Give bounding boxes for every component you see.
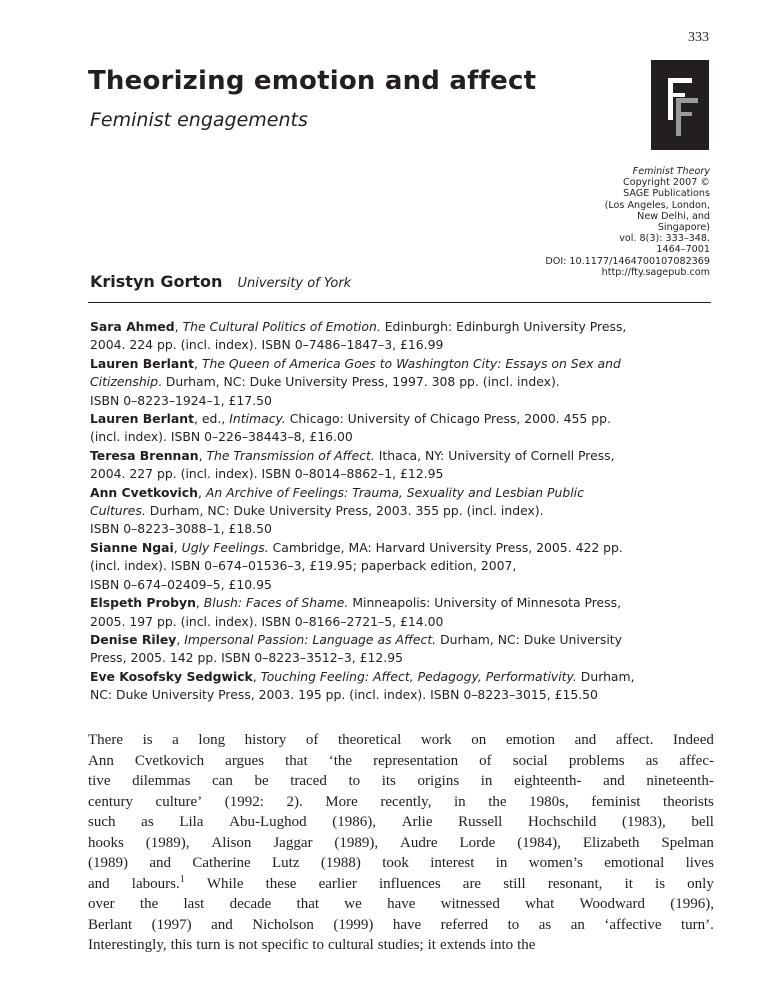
publisher-place: New Delhi, and xyxy=(637,210,710,222)
copyright: Copyright 2007 © xyxy=(623,177,710,189)
book-title: Touching Feeling: Affect, Pedagogy, Performativity. xyxy=(260,668,577,684)
book-title: An Archive of Feelings: Trauma, Sexuality and Lesbian Public xyxy=(205,484,584,500)
author-line xyxy=(90,272,351,291)
book-entry-line: (incl. index). ISBN 0–226–38443–8, £16.00 xyxy=(90,429,353,445)
book-entry-line: Sara Ahmed, The Cultural Politics of Emotion. Edinburgh: Edinburgh University Press, xyxy=(90,319,627,334)
book-entry-line: NC: Duke University Press, 2003. 195 pp. (incl. index). ISBN 0–8223–3015, £15.50 xyxy=(90,687,598,703)
publisher-place: (Los Angeles, London, xyxy=(604,199,710,211)
journal-url[interactable]: http://fty.sagepub.com xyxy=(601,266,710,278)
book-entry-line: Teresa Brennan, The Transmission of Affect. Ithaca, NY: University of Cornell Press, xyxy=(90,447,615,463)
journal-name: Feminist Theory xyxy=(632,166,710,177)
header-divider xyxy=(88,302,711,303)
book-title: Ugly Feelings. xyxy=(181,539,269,555)
book-author: Eve Kosofsky Sedgwick xyxy=(90,668,253,684)
issn: 1464–7001 xyxy=(656,244,710,256)
book-entry-line: 2004. 224 pp. (incl. index). ISBN 0–7486–1847–3, £16.99 xyxy=(90,337,444,353)
book-title: The Transmission of Affect. xyxy=(206,447,375,463)
book-entry-line: ISBN 0–8223–3088–1, £18.50 xyxy=(90,521,272,537)
book-title: The Cultural Politics of Emotion. xyxy=(182,319,381,334)
author-affiliation: University of York xyxy=(237,276,352,291)
footnote-marker[interactable]: 1 xyxy=(179,873,185,885)
article-body xyxy=(88,730,714,956)
book-entry-line: Lauren Berlant, The Queen of America Goes to Washington City: Essays on Sex and xyxy=(90,355,621,371)
reviewed-books-list xyxy=(90,318,720,705)
book-entry-line: (incl. index). ISBN 0–674–01536–3, £19.95; paperback edition, 2007, xyxy=(90,558,517,574)
volume-info: vol. 8(3): 333–348. xyxy=(619,233,710,245)
book-author: Sara Ahmed xyxy=(90,319,175,334)
book-title: Intimacy. xyxy=(229,411,286,427)
book-entry-line: 2004. 227 pp. (incl. index). ISBN 0–8014–8862–1, £12.95 xyxy=(90,466,444,482)
body-line: such as Lila Abu-Lughod (1986), Arlie Russell Hochschild (1983), bell xyxy=(88,814,714,830)
book-author: Sianne Ngai xyxy=(90,539,174,555)
article-title: Theorizing emotion and affect xyxy=(88,66,537,96)
book-entry-line: Sianne Ngai, Ugly Feelings. Cambridge, MA: Harvard University Press, 2005. 422 pp. xyxy=(90,539,623,555)
book-entry-line: Cultures. Durham, NC: Duke University Press, 2003. 355 pp. (incl. index). xyxy=(90,503,544,519)
body-line: There is a long history of theoretical work on emotion and affect. Indeed xyxy=(88,732,714,748)
book-title: Impersonal Passion: Language as Affect. xyxy=(184,631,437,647)
book-title: Cultures. xyxy=(90,503,146,519)
body-line: hooks (1989), Alison Jaggar (1989), Audre Lorde (1984), Elizabeth Spelman xyxy=(88,834,714,851)
book-author: Teresa Brennan xyxy=(90,447,199,463)
body-line: and labours.$^1$ While these earlier influences are still resonant, it is only xyxy=(88,873,714,892)
book-entry-line: Denise Riley, Impersonal Passion: Language as Affect. Durham, NC: Duke University xyxy=(90,631,622,647)
book-title: Blush: Faces of Shame. xyxy=(203,595,349,611)
author-name: Kristyn Gorton xyxy=(90,272,223,291)
article-subtitle: Feminist engagements xyxy=(90,109,308,131)
body-line: Ann Cvetkovich argues that ‘the representation of social problems as affec- xyxy=(88,752,714,769)
body-line: tive dilemmas can be traced to its origins in eighteenth- and nineteenth- xyxy=(88,773,714,789)
body-line: Berlant (1997) and Nicholson (1999) have referred to as an ‘affective turn’. xyxy=(88,916,714,933)
book-entry-line: Press, 2005. 142 pp. ISBN 0–8223–3512–3, £12.95 xyxy=(90,650,403,666)
book-entry-line: Eve Kosofsky Sedgwick, Touching Feeling: Affect, Pedagogy, Performativity. Durham, xyxy=(90,668,635,684)
book-author: Elspeth Probyn xyxy=(90,595,196,611)
body-line: (1989) and Catherine Lutz (1988) took interest in women’s emotional lives xyxy=(88,855,714,871)
book-entry-line: 2005. 197 pp. (incl. index). ISBN 0–8166–2721–5, £14.00 xyxy=(90,613,444,629)
body-line: century culture’ (1992: 2). More recently, in the 1980s, feminist theorists xyxy=(88,793,714,810)
book-author: Denise Riley xyxy=(90,631,177,647)
publisher: SAGE Publications xyxy=(623,188,710,200)
book-entry-line: Lauren Berlant, ed., Intimacy. Chicago: University of Chicago Press, 2000. 455 pp. xyxy=(90,411,611,427)
journal-logo-icon xyxy=(651,60,709,150)
body-line: over the last decade that we have witnessed what Woodward (1996), xyxy=(88,896,714,912)
book-author: Lauren Berlant xyxy=(90,355,195,371)
doi: DOI: 10.1177/1464700107082369 xyxy=(545,255,710,267)
book-entry-line: Elspeth Probyn, Blush: Faces of Shame. Minneapolis: University of Minnesota Press, xyxy=(90,595,622,611)
book-entry-line: ISBN 0–8223–1924–1, £17.50 xyxy=(90,392,272,408)
book-title: Citizenship xyxy=(90,374,158,390)
publisher-place: Singapore) xyxy=(657,222,710,234)
book-author: Lauren Berlant xyxy=(90,411,195,427)
book-entry-line: Ann Cvetkovich, An Archive of Feelings: Trauma, Sexuality and Lesbian Public xyxy=(90,484,584,500)
book-title: The Queen of America Goes to Washington City: Essays on Sex and xyxy=(201,355,621,371)
book-entry-line: ISBN 0–674–02409–5, £10.95 xyxy=(90,576,272,592)
page-number: 333 xyxy=(688,30,709,45)
book-entry-line: Citizenship. Durham, NC: Duke University Press, 1997. 308 pp. (incl. index). xyxy=(90,374,560,390)
body-line: Interestingly, this turn is not specific to cultural studies; it extends into the xyxy=(88,937,536,953)
journal-info xyxy=(470,166,710,278)
book-author: Ann Cvetkovich xyxy=(90,484,198,500)
